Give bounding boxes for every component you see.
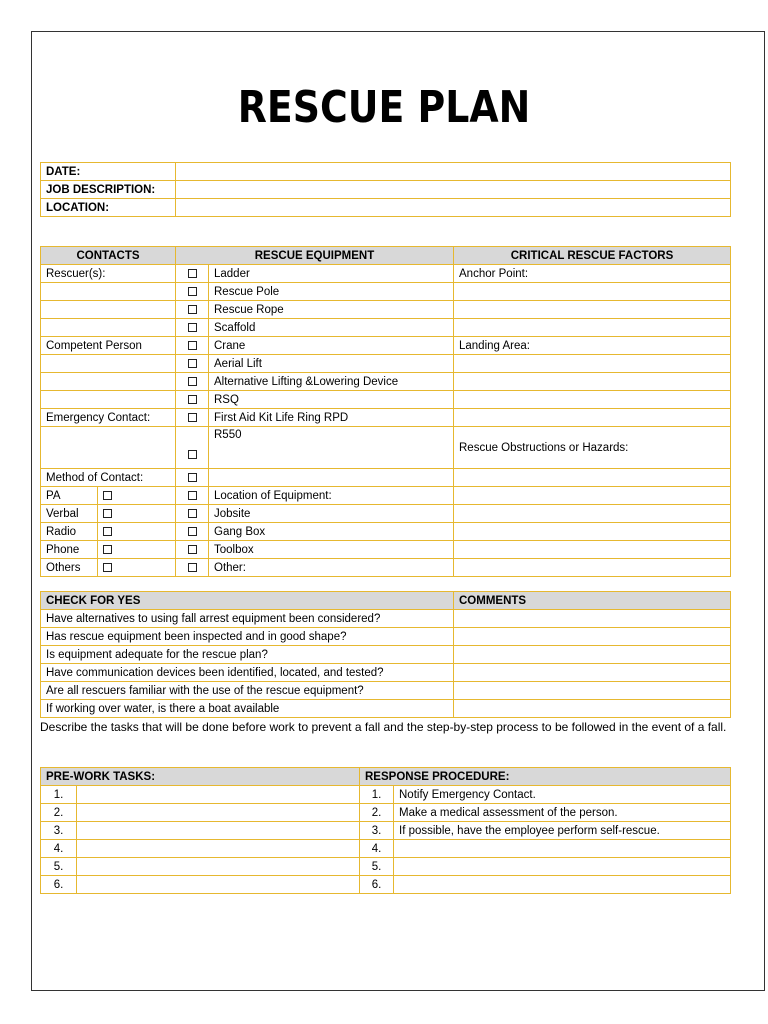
checkbox-gang-box[interactable] [176, 523, 209, 541]
contacts-header: CONTACTS [41, 247, 176, 265]
checkbox-icon [103, 509, 112, 518]
prework-field[interactable] [77, 786, 360, 804]
checkbox-icon [188, 377, 197, 386]
checkbox-other-location[interactable] [176, 559, 209, 577]
prework-number: 2. [41, 804, 77, 822]
contact-field[interactable] [41, 391, 176, 409]
checkbox-toolbox[interactable] [176, 541, 209, 559]
contact-field[interactable] [41, 283, 176, 301]
response-number: 4. [360, 840, 394, 858]
response-number: 6. [360, 876, 394, 894]
checkbox-icon [103, 527, 112, 536]
checkbox-icon [188, 287, 197, 296]
checkbox-rescue-rope[interactable] [176, 301, 209, 319]
checkbox-icon [103, 491, 112, 500]
factor-field[interactable] [454, 505, 731, 523]
location-label: LOCATION: [41, 199, 176, 217]
equipment-aerial-lift: Aerial Lift [209, 355, 454, 373]
factor-field[interactable] [454, 409, 731, 427]
checkbox-method-phone[interactable] [98, 541, 176, 559]
method-of-contact-label: Method of Contact: [41, 469, 176, 487]
checkbox-rescue-pole[interactable] [176, 283, 209, 301]
checkbox-rsq[interactable] [176, 391, 209, 409]
prework-field[interactable] [77, 840, 360, 858]
factor-field[interactable] [454, 487, 731, 505]
prework-number: 3. [41, 822, 77, 840]
equipment-first-aid: First Aid Kit Life Ring RPD [209, 409, 454, 427]
location-toolbox: Toolbox [209, 541, 454, 559]
checkbox-icon [188, 563, 197, 572]
tasks-table [40, 767, 731, 894]
page-title: RESCUE PLAN [237, 82, 531, 133]
checkbox-icon [188, 341, 197, 350]
check-question: Has rescue equipment been inspected and in good shape? [41, 628, 454, 646]
checkbox-scaffold[interactable] [176, 319, 209, 337]
response-number: 2. [360, 804, 394, 822]
equipment-field[interactable] [209, 469, 454, 487]
comment-field[interactable] [454, 664, 731, 682]
checkbox-alt-lifting[interactable] [176, 373, 209, 391]
checkbox-location-equipment[interactable] [176, 487, 209, 505]
checkbox-method-verbal[interactable] [98, 505, 176, 523]
contact-field[interactable] [41, 319, 176, 337]
equipment-scaffold: Scaffold [209, 319, 454, 337]
checkbox-icon [188, 305, 197, 314]
landing-area-label: Landing Area: [454, 337, 731, 355]
response-step[interactable] [394, 840, 731, 858]
comment-field[interactable] [454, 646, 731, 664]
checkbox-icon [188, 527, 197, 536]
job-description-field[interactable] [176, 181, 731, 199]
comment-field[interactable] [454, 700, 731, 718]
checkbox-icon [188, 413, 197, 422]
location-field[interactable] [176, 199, 731, 217]
factor-field[interactable] [454, 283, 731, 301]
emergency-contact-label: Emergency Contact: [41, 409, 176, 427]
comment-field[interactable] [454, 682, 731, 700]
check-question: Are all rescuers familiar with the use of the rescue equipment? [41, 682, 454, 700]
rescue-main-table [40, 246, 731, 577]
checkbox-icon [103, 545, 112, 554]
equipment-rescue-pole: Rescue Pole [209, 283, 454, 301]
response-step[interactable] [394, 876, 731, 894]
prework-number: 5. [41, 858, 77, 876]
location-of-equipment-label: Location of Equipment: [209, 487, 454, 505]
prework-field[interactable] [77, 858, 360, 876]
location-jobsite: Jobsite [209, 505, 454, 523]
equipment-alt-lifting: Alternative Lifting &Lowering Device [209, 373, 454, 391]
factor-field[interactable] [454, 541, 731, 559]
factor-field[interactable] [454, 355, 731, 373]
checkbox-icon [103, 563, 112, 572]
checkbox-first-aid[interactable] [176, 409, 209, 427]
job-description-label: JOB DESCRIPTION: [41, 181, 176, 199]
checkbox-icon [188, 545, 197, 554]
checkbox-icon [188, 450, 197, 459]
equipment-ladder: Ladder [209, 265, 454, 283]
pre-work-tasks-header: PRE-WORK TASKS: [41, 768, 360, 786]
info-table [40, 162, 731, 217]
description-text: Describe the tasks that will be done before work to prevent a fall and the step-by-step process to be followed in the event of a fall. [40, 720, 727, 734]
checkbox-icon [188, 359, 197, 368]
checkbox-icon [188, 473, 197, 482]
check-table [40, 591, 731, 718]
factor-field[interactable] [454, 523, 731, 541]
checkbox-method-pa[interactable] [98, 487, 176, 505]
checkbox-icon [188, 491, 197, 500]
response-step[interactable] [394, 858, 731, 876]
prework-number: 1. [41, 786, 77, 804]
critical-factors-header: CRITICAL RESCUE FACTORS [454, 247, 731, 265]
response-step[interactable]: Notify Emergency Contact. [394, 786, 731, 804]
checkbox-ladder[interactable] [176, 265, 209, 283]
method-others-label: Others [41, 559, 98, 577]
contact-field[interactable] [41, 301, 176, 319]
prework-number: 4. [41, 840, 77, 858]
checkbox-method-others[interactable] [98, 559, 176, 577]
check-question: Have communication devices been identified, located, and tested? [41, 664, 454, 682]
obstructions-label: Rescue Obstructions or Hazards: [454, 427, 731, 469]
prework-field[interactable] [77, 876, 360, 894]
prework-field[interactable] [77, 822, 360, 840]
method-pa-label: PA [41, 487, 98, 505]
check-question: Have alternatives to using fall arrest equipment been considered? [41, 610, 454, 628]
checkbox-jobsite[interactable] [176, 505, 209, 523]
equipment-r550: R550 [209, 427, 454, 469]
check-question: If working over water, is there a boat available [41, 700, 454, 718]
checkbox-icon [188, 509, 197, 518]
check-question: Is equipment adequate for the rescue plan? [41, 646, 454, 664]
response-procedure-header: RESPONSE PROCEDURE: [360, 768, 731, 786]
anchor-point-label: Anchor Point: [454, 265, 731, 283]
checkbox-aerial-lift[interactable] [176, 355, 209, 373]
location-other: Other: [209, 559, 454, 577]
rescue-equipment-header: RESCUE EQUIPMENT [176, 247, 454, 265]
factor-field[interactable] [454, 301, 731, 319]
comment-field[interactable] [454, 610, 731, 628]
factor-field[interactable] [454, 559, 731, 577]
checkbox-method-radio[interactable] [98, 523, 176, 541]
date-label: DATE: [41, 163, 176, 181]
date-field[interactable] [176, 163, 731, 181]
checkbox-crane[interactable] [176, 337, 209, 355]
equipment-rsq: RSQ [209, 391, 454, 409]
response-step[interactable]: If possible, have the employee perform self-rescue. [394, 822, 731, 840]
comments-header: COMMENTS [454, 592, 731, 610]
factor-field[interactable] [454, 391, 731, 409]
contact-field[interactable] [41, 427, 176, 469]
prework-number: 6. [41, 876, 77, 894]
checkbox-icon [188, 395, 197, 404]
equipment-crane: Crane [209, 337, 454, 355]
response-number: 3. [360, 822, 394, 840]
method-verbal-label: Verbal [41, 505, 98, 523]
response-number: 1. [360, 786, 394, 804]
checkbox-extra[interactable] [176, 469, 209, 487]
rescuers-label: Rescuer(s): [41, 265, 176, 283]
method-phone-label: Phone [41, 541, 98, 559]
comment-field[interactable] [454, 628, 731, 646]
method-radio-label: Radio [41, 523, 98, 541]
response-number: 5. [360, 858, 394, 876]
factor-field[interactable] [454, 469, 731, 487]
response-step[interactable]: Make a medical assessment of the person. [394, 804, 731, 822]
checkbox-icon [188, 269, 197, 278]
contact-field[interactable] [41, 355, 176, 373]
competent-person-label: Competent Person [41, 337, 176, 355]
checkbox-icon [188, 323, 197, 332]
factor-field[interactable] [454, 373, 731, 391]
prework-field[interactable] [77, 804, 360, 822]
checkbox-r550[interactable] [176, 427, 209, 469]
check-for-yes-header: CHECK FOR YES [41, 592, 454, 610]
location-gang-box: Gang Box [209, 523, 454, 541]
factor-field[interactable] [454, 319, 731, 337]
equipment-rescue-rope: Rescue Rope [209, 301, 454, 319]
contact-field[interactable] [41, 373, 176, 391]
